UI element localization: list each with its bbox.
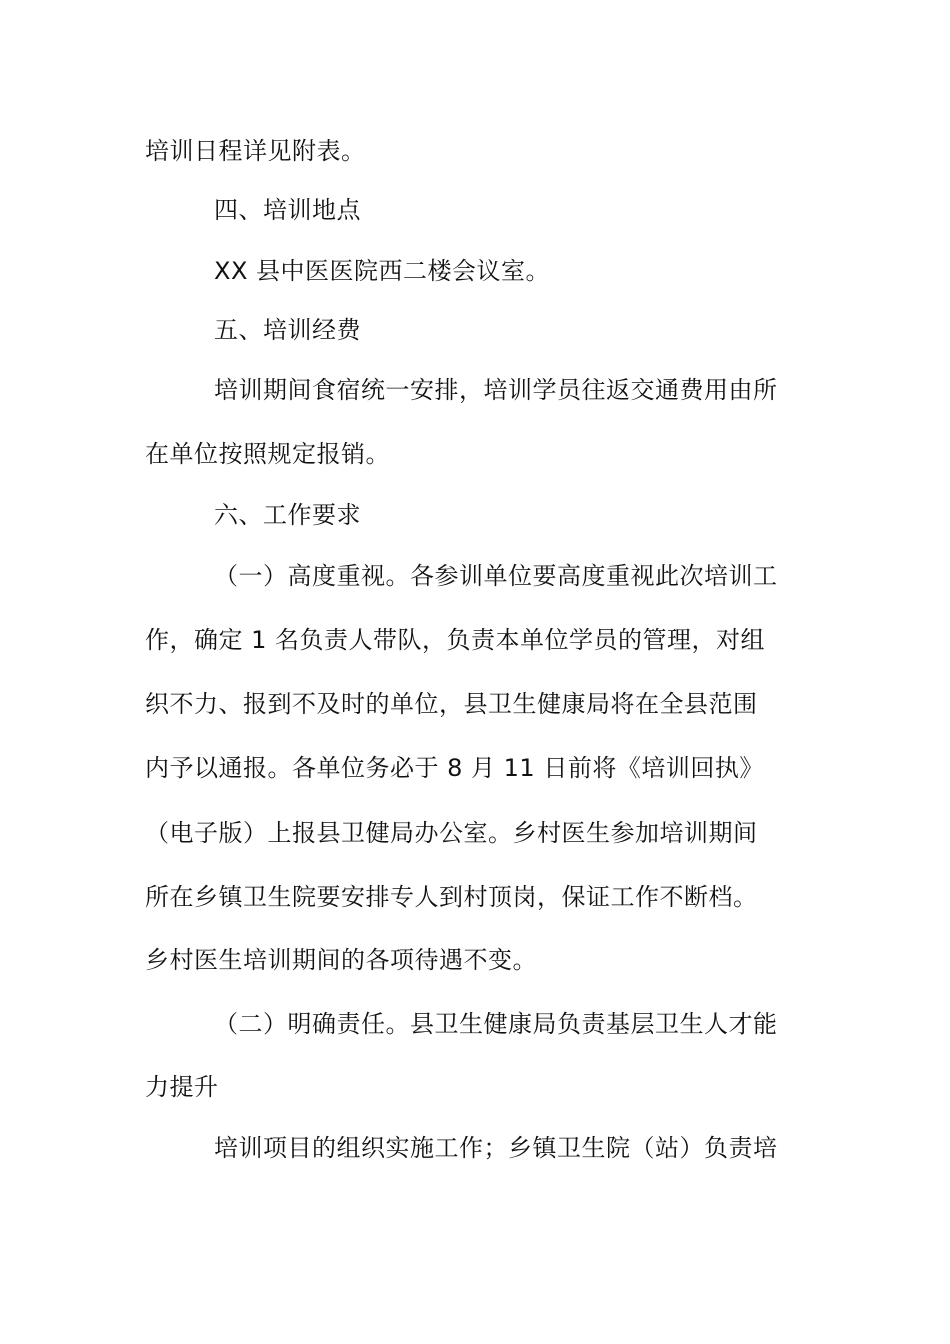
section-5-body-line-2: 在单位按照规定报销。 [145, 440, 390, 468]
schedule-note: 培训日程详见附表。 [145, 137, 366, 165]
section-6-heading: 六、工作要求 [214, 501, 361, 529]
item-2-line-2: 力提升 [145, 1073, 219, 1101]
item-1-line-6: 所在乡镇卫生院要安排专人到村顶岗，保证工作不断档。 [145, 883, 758, 911]
item-1-line-4: 内予以通报。各单位务必于 8 月 11 日前将《培训回执》 [145, 754, 764, 782]
item-1-line-3: 织不力、报到不及时的单位，县卫生健康局将在全县范围 [145, 690, 758, 718]
item-1-line-1: （一）高度重视。各参训单位要高度重视此次培训工 [214, 562, 778, 590]
section-5-body-line-1: 培训期间食宿统一安排，培训学员往返交通费用由所 [214, 376, 778, 404]
section-4-body: XX 县中医医院西二楼会议室。 [214, 257, 551, 285]
item-2-line-3: 培训项目的组织实施工作；乡镇卫生院（站）负责培 [214, 1134, 778, 1162]
item-2-line-1: （二）明确责任。县卫生健康局负责基层卫生人才能 [214, 1010, 778, 1038]
section-5-heading: 五、培训经费 [214, 316, 361, 344]
section-4-heading: 四、培训地点 [214, 196, 361, 224]
item-1-line-5: （电子版）上报县卫健局办公室。乡村医生参加培训期间 [145, 819, 758, 847]
item-1-line-7: 乡村医生培训期间的各项待遇不变。 [145, 946, 537, 974]
item-1-line-2: 作，确定 1 名负责人带队，负责本单位学员的管理，对组 [145, 626, 766, 654]
